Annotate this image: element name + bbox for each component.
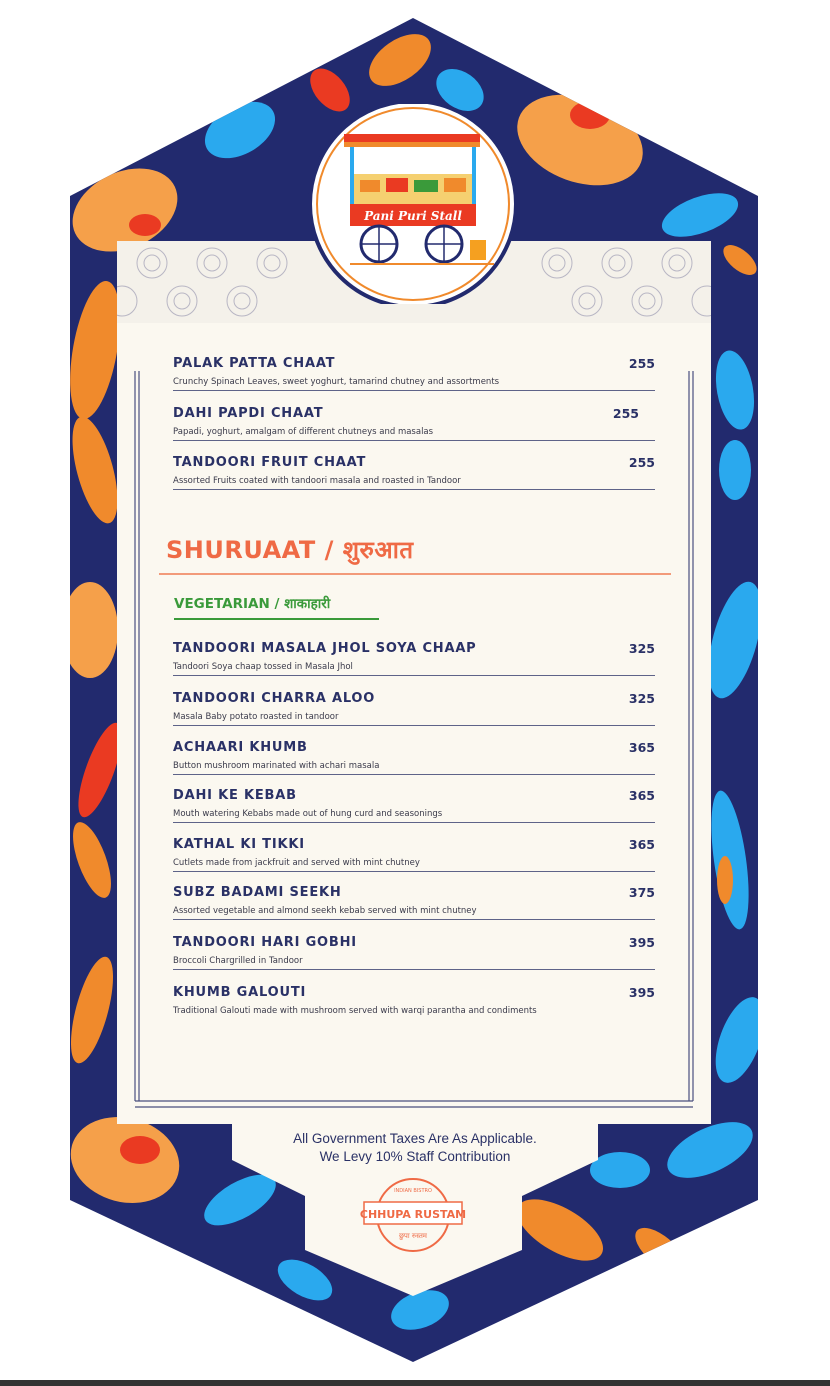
item-name: SUBZ BADAMI SEEKH xyxy=(173,885,342,900)
bottom-edge xyxy=(0,1380,830,1386)
staff-contribution-note: We Levy 10% Staff Contribution xyxy=(319,1149,511,1164)
brand-name: CHHUPA RUSTAM xyxy=(360,1208,466,1221)
menu-item xyxy=(173,985,655,1033)
item-description: Broccoli Chargrilled in Tandoor xyxy=(173,956,303,966)
item-divider xyxy=(173,919,655,920)
item-description: Papadi, yoghurt, amalgam of different chutneys and masalas xyxy=(173,427,434,437)
item-name: DAHI KE KEBAB xyxy=(173,788,297,803)
cart-canopy-icon xyxy=(344,134,480,142)
menu-item xyxy=(173,691,655,739)
stall-name: Pani Puri Stall xyxy=(364,209,462,223)
item-divider xyxy=(173,675,655,676)
item-description: Masala Baby potato roasted in tandoor xyxy=(173,712,339,722)
section-title: SHURUAAT / शुरुआत xyxy=(166,536,414,564)
brand-tagline: INDIAN BISTRO xyxy=(394,1188,432,1194)
item-price: 365 xyxy=(628,837,655,852)
item-divider xyxy=(173,969,655,970)
item-name: ACHAARI KHUMB xyxy=(173,740,308,755)
category-divider xyxy=(174,618,379,620)
menu-card xyxy=(117,241,711,1124)
item-description: Cutlets made from jackfruit and served with mint chutney xyxy=(173,858,420,868)
item-description: Traditional Galouti made with mushroom served with warqi parantha and condiments xyxy=(173,1006,537,1016)
item-price: 375 xyxy=(628,885,655,900)
item-description: Crunchy Spinach Leaves, sweet yoghurt, tamarind chutney and assortments xyxy=(173,377,500,387)
menu-item xyxy=(173,837,655,885)
tax-note: All Government Taxes Are As Applicable. xyxy=(293,1131,537,1146)
item-price: 365 xyxy=(628,740,655,755)
menu-item xyxy=(173,406,655,454)
item-price: 325 xyxy=(628,691,655,706)
section-divider xyxy=(159,573,671,575)
item-name: TANDOORI HARI GOBHI xyxy=(173,935,357,950)
item-divider xyxy=(173,489,655,490)
item-divider xyxy=(173,774,655,775)
item-price: 325 xyxy=(628,641,655,656)
menu-item xyxy=(173,455,655,503)
item-price: 395 xyxy=(628,935,655,950)
item-name: KATHAL KI TIKKI xyxy=(173,837,305,852)
item-price: 255 xyxy=(612,406,639,421)
item-description: Assorted vegetable and almond seekh kebab served with mint chutney xyxy=(173,906,477,916)
footer-note xyxy=(230,1130,600,1166)
item-price: 255 xyxy=(628,455,655,470)
menu-item xyxy=(173,740,655,788)
item-name: TANDOORI CHARRA ALOO xyxy=(173,691,376,706)
item-description: Button mushroom marinated with achari masala xyxy=(173,761,380,771)
item-divider xyxy=(173,440,655,441)
category-title: VEGETARIAN / शाकाहारी xyxy=(174,596,331,612)
item-price: 365 xyxy=(628,788,655,803)
item-name: TANDOORI MASALA JHOL SOYA CHAAP xyxy=(173,641,477,656)
menu-item xyxy=(173,788,655,836)
brand-hindi-name: छुपा रुस्तम xyxy=(398,1232,428,1240)
brand-logo xyxy=(360,1172,466,1258)
item-divider xyxy=(173,822,655,823)
menu-item xyxy=(173,356,655,404)
item-price: 395 xyxy=(628,985,655,1000)
item-name: KHUMB GALOUTI xyxy=(173,985,307,1000)
menu-item xyxy=(173,935,655,983)
item-description: Tandoori Soya chaap tossed in Masala Jhol xyxy=(173,662,353,672)
item-name: DAHI PAPDI CHAAT xyxy=(173,406,324,421)
item-name: PALAK PATTA CHAAT xyxy=(173,356,336,371)
menu-item xyxy=(173,885,655,933)
item-price: 255 xyxy=(628,356,655,371)
stall-logo xyxy=(304,104,522,304)
item-description: Mouth watering Kebabs made out of hung curd and seasonings xyxy=(173,809,443,819)
item-divider xyxy=(173,390,655,391)
menu-item xyxy=(173,641,655,689)
item-divider xyxy=(173,871,655,872)
item-description: Assorted Fruits coated with tandoori masala and roasted in Tandoor xyxy=(173,476,461,486)
item-divider xyxy=(173,725,655,726)
item-name: TANDOORI FRUIT CHAAT xyxy=(173,455,367,470)
